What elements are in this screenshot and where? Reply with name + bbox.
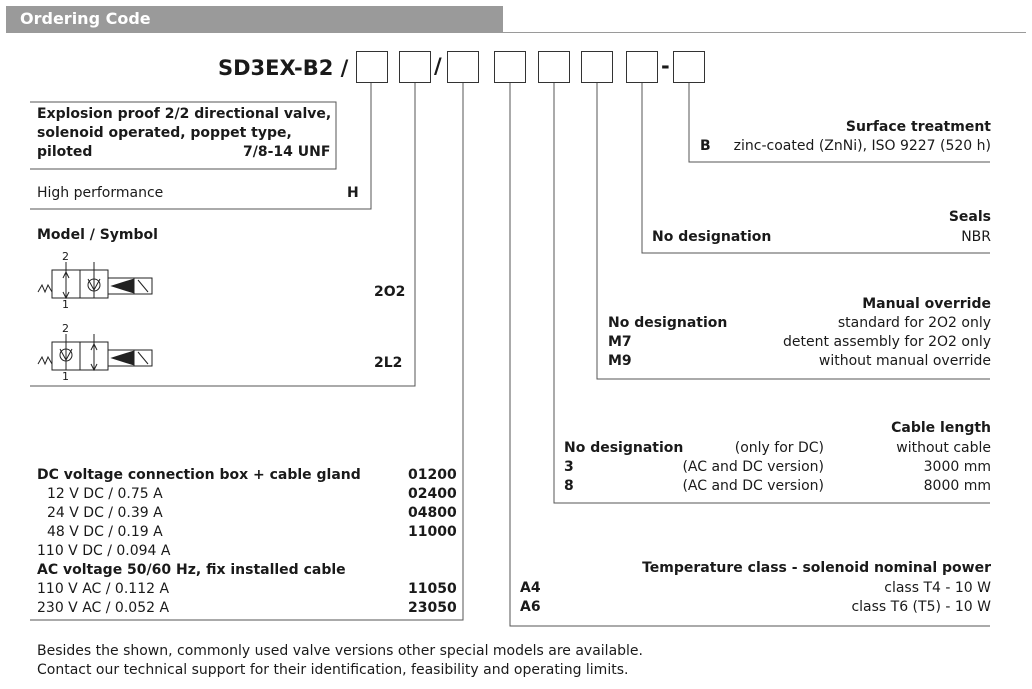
- cable-note: (AC and DC version): [682, 459, 824, 475]
- ac-voltage-heading: AC voltage 50/60 Hz, fix installed cable: [37, 562, 346, 578]
- ac-voltage-row-code: 23050: [408, 600, 457, 616]
- model-2l2-code: 2L2: [374, 355, 403, 371]
- valve-symbol-2l2-icon: [38, 334, 152, 370]
- description-line-1: Explosion proof 2/2 directional valve,: [37, 106, 332, 122]
- voltage-row-label: 12 V DC / 0.75 A: [47, 486, 163, 502]
- surface-desc: zinc-coated (ZnNi), ISO 9227 (520 h): [733, 138, 991, 154]
- cable-note: (AC and DC version): [682, 478, 824, 494]
- voltage-row-label: 110 V DC / 0.094 A: [37, 543, 171, 559]
- dc-voltage-heading-code: 01200: [408, 467, 457, 483]
- footer-note-line-1: Besides the shown, commonly used valve versions other special models are available.: [37, 643, 643, 659]
- code-box-surface[interactable]: [673, 51, 705, 83]
- temperature-desc: class T6 (T5) - 10 W: [851, 599, 991, 615]
- cable-code: No designation: [564, 440, 684, 456]
- manual-override-desc: detent assembly for 2O2 only: [783, 334, 991, 350]
- code-box-voltage[interactable]: [447, 51, 479, 83]
- base-code: SD3EX-B2 /: [218, 56, 349, 80]
- description-thread: 7/8-14 UNF: [243, 144, 331, 160]
- performance-label: High performance: [37, 185, 164, 201]
- voltage-row-code: 04800: [408, 505, 457, 521]
- voltage-row-code: 02400: [408, 486, 457, 502]
- manual-override-code: M9: [608, 353, 632, 369]
- code-box-cable[interactable]: [538, 51, 570, 83]
- manual-override-desc: without manual override: [818, 353, 991, 369]
- model-heading: Model / Symbol: [37, 227, 158, 243]
- performance-code: H: [347, 185, 359, 201]
- code-separator-slash: /: [434, 54, 442, 78]
- model-2o2-code: 2O2: [374, 284, 406, 300]
- voltage-row-label: 24 V DC / 0.39 A: [47, 505, 163, 521]
- code-box-performance[interactable]: [356, 51, 388, 83]
- cable-note: (only for DC): [734, 440, 824, 456]
- dc-voltage-heading: DC voltage connection box + cable gland: [37, 467, 361, 483]
- surface-heading: Surface treatment: [845, 119, 991, 135]
- seals-desc: NBR: [961, 229, 991, 245]
- seals-heading: Seals: [948, 209, 991, 225]
- manual-override-code: M7: [608, 334, 632, 350]
- seals-code: No designation: [652, 229, 772, 245]
- model-2l2-port-top: 2: [62, 322, 69, 335]
- surface-code: B: [700, 138, 711, 154]
- valve-symbol-2o2-icon: [38, 262, 152, 298]
- code-separator-dash: -: [661, 54, 670, 78]
- ac-voltage-row-label: 230 V AC / 0.052 A: [37, 600, 170, 616]
- manual-override-code: No designation: [608, 315, 728, 331]
- temperature-desc: class T4 - 10 W: [884, 580, 991, 596]
- model-2o2-port-top: 2: [62, 250, 69, 263]
- manual-override-heading: Manual override: [862, 296, 991, 312]
- cable-desc: 8000 mm: [923, 478, 991, 494]
- manual-override-desc: standard for 2O2 only: [837, 315, 991, 331]
- code-box-model[interactable]: [399, 51, 431, 83]
- voltage-row-label: 48 V DC / 0.19 A: [47, 524, 163, 540]
- cable-code: 8: [564, 478, 574, 494]
- cable-code: 3: [564, 459, 574, 475]
- cable-heading: Cable length: [891, 420, 991, 436]
- ac-voltage-row-code: 11050: [408, 581, 457, 597]
- ac-voltage-row-label: 110 V AC / 0.112 A: [37, 581, 170, 597]
- cable-desc: without cable: [896, 440, 991, 456]
- header-title: Ordering Code: [20, 9, 151, 28]
- code-box-manual-override[interactable]: [581, 51, 613, 83]
- description-line-2: solenoid operated, poppet type,: [37, 125, 292, 141]
- temperature-code: A6: [520, 599, 541, 615]
- footer-note-line-2: Contact our technical support for their identification, feasibility and operating limits.: [37, 662, 629, 678]
- temperature-heading: Temperature class - solenoid nominal power: [642, 560, 991, 576]
- code-box-temperature[interactable]: [494, 51, 526, 83]
- description-line-3: piloted: [37, 144, 93, 160]
- voltage-row-code: 11000: [408, 524, 457, 540]
- cable-desc: 3000 mm: [923, 459, 991, 475]
- temperature-code: A4: [520, 580, 541, 596]
- model-2l2-port-bottom: 1: [62, 370, 69, 383]
- code-box-seals[interactable]: [626, 51, 658, 83]
- model-2o2-port-bottom: 1: [62, 298, 69, 311]
